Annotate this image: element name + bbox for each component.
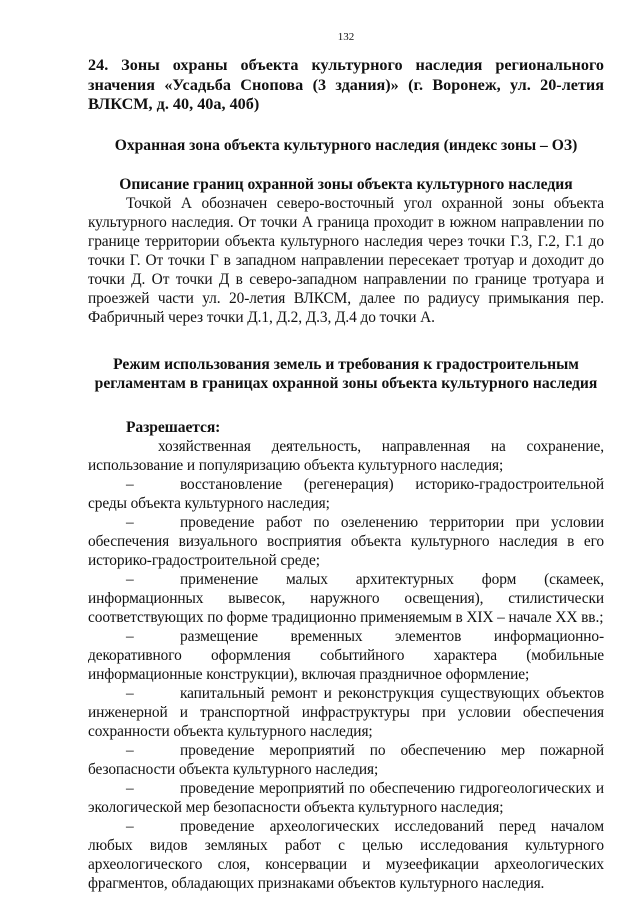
section-heading: 24. Зоны охраны объекта культурного наследия регионального значения «Усадьба Снопова (3 здания)» (г. Воронеж, ул. 20-летия ВЛКСМ, д. 40, 40а, 40б) [88, 56, 604, 114]
regime-title: Режим использования земель и требования к градостроительным регламентам в границах охранной зоны объекта культурного наследия [94, 355, 598, 393]
page-number: 132 [337, 31, 355, 43]
list-item-text: проведение мероприятий по обеспечению мер пожарной безопасности объекта культурного наследия; [88, 741, 604, 778]
list-item [88, 779, 604, 817]
allowed-list [88, 418, 604, 893]
list-item [88, 817, 604, 893]
list-item [88, 418, 604, 475]
document-page [88, 30, 604, 893]
list-item [88, 513, 604, 570]
list-dash: – [126, 475, 134, 493]
list-item-text: восстановление (регенерация) историко-градостроительной среды объекта культурного наследия; [88, 475, 604, 512]
list-dash: – [126, 570, 134, 588]
list-item-text: применение малых архитектурных форм (скамеек, информационных вывесок, наружного освещения), стилистически соответствующих по форме традиционно применяемым в XIX – начале XX вв.; [88, 570, 604, 626]
list-item-text: проведение мероприятий по обеспечению гидрогеологических и экологической мер безопасности объекта культурного наследия; [88, 779, 604, 816]
allowed-label: Разрешается: [126, 418, 221, 436]
list-item-text: капитальный ремонт и реконструкция существующих объектов инженерной и транспортной инфраструктуры при условии обеспечения сохранности объекта культурного наследия; [88, 684, 604, 740]
list-item-text: размещение временных элементов информационно-декоративного оформления событийного характера (мобильные информационные конструкции), включая праздничное оформление; [88, 627, 604, 683]
boundary-description: Точкой А обозначен северо-восточный угол охранной зоны объекта культурного наследия. От точки А граница проходит в южном направлении по границе территории объекта культурного наследия через точки Г.3, Г.2, Г.1 до точки Г. От точки Г в западном направлении пересекает тротуар и доходит до точки Д. От точки Д в северо-западном направлении по границе тротуара и проезжей части ул. 20-летия ВЛКСМ, далее по радиусу примыкания пер. Фабричный через точки Д.1, Д.2, Д.3, Д.4 до точки А. [88, 194, 604, 326]
list-item [88, 684, 604, 741]
list-dash: – [126, 741, 134, 759]
list-dash: – [126, 779, 134, 797]
list-item-text: хозяйственная деятельность, направленная на сохранение, использование и популяризацию объекта культурного наследия; [88, 437, 604, 474]
list-item [88, 570, 604, 627]
list-item-text: проведение археологических исследований перед началом любых видов земляных работ с целью исследования культурного археологического слоя, консервации и музеефикации археологических фрагментов, обладающих признаками объектов культурного наследия. [88, 817, 604, 892]
list-dash: – [126, 627, 134, 645]
list-item [88, 475, 604, 513]
list-dash: – [126, 513, 134, 531]
list-item [88, 741, 604, 779]
list-item [88, 627, 604, 684]
list-dash: – [126, 817, 134, 835]
list-dash: – [126, 684, 134, 702]
zone-title: Охранная зона объекта культурного наследия (индекс зоны – ОЗ) [114, 136, 578, 154]
list-item-text: проведение работ по озеленению территории при условии обеспечения визуального восприятия объекта культурного наследия в его историко-градостроительной среде; [88, 513, 604, 569]
boundary-title: Описание границ охранной зоны объекта культурного наследия [119, 175, 573, 193]
